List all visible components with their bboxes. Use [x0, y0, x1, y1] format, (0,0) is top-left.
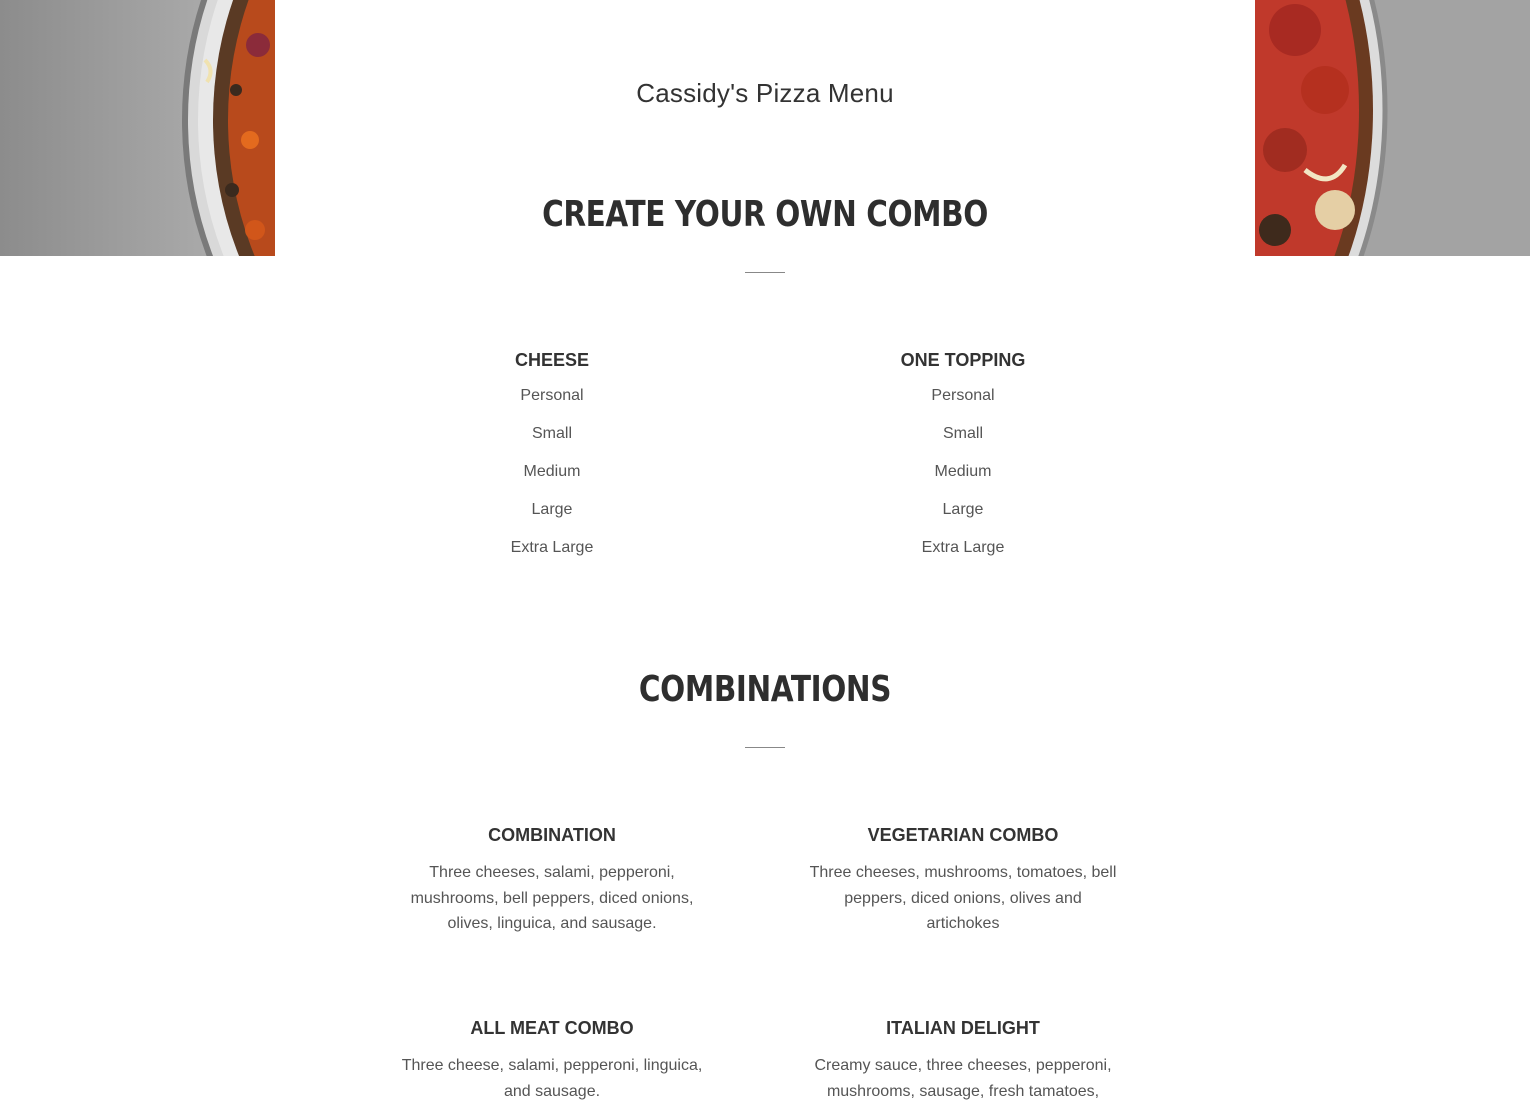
size-option: Medium [523, 463, 581, 480]
section-heading-create-your-own: CREATE YOUR OWN COMBO [542, 194, 988, 235]
site-title[interactable]: Cassidy's Pizza Menu [636, 78, 894, 108]
size-option: Medium [934, 463, 992, 480]
size-option: Small [942, 425, 983, 442]
size-list-cheese [362, 384, 742, 574]
size-option: Large [531, 501, 573, 518]
section-heading-combinations: COMBINATIONS [638, 669, 892, 710]
menu-item-description-italian-delight: Creamy sauce, three cheeses, pepperoni, mushrooms, sausage, fresh tamatoes, [814, 1057, 1112, 1100]
menu-item-description-all-meat-combo: Three cheese, salami, pepperoni, linguica, and sausage. [401, 1057, 703, 1100]
menu-item-title-all-meat-combo: ALL MEAT COMBO [470, 1018, 634, 1038]
size-option: Small [531, 425, 572, 442]
menu-item-description-vegetarian-combo: Three cheeses, mushrooms, tomatoes, bell peppers, diced onions, olives and artichokes [809, 864, 1117, 932]
menu-item-title-vegetarian-combo: VEGETARIAN COMBO [867, 825, 1059, 845]
size-option: Personal [520, 387, 584, 404]
menu-item-title-combination: COMBINATION [488, 825, 616, 845]
size-option: Large [942, 501, 984, 518]
size-option: Extra Large [510, 539, 594, 556]
menu-item-title-italian-delight: ITALIAN DELIGHT [886, 1018, 1040, 1038]
menu-column-title-one-topping: ONE TOPPING [900, 350, 1026, 370]
section-divider [745, 272, 785, 273]
size-list-one-topping [773, 384, 1153, 574]
section-divider [745, 747, 785, 748]
size-option: Extra Large [921, 539, 1005, 556]
menu-column-title-cheese: CHEESE [514, 350, 590, 370]
menu-item-description-combination: Three cheeses, salami, pepperoni, mushrooms, bell peppers, diced onions, olives, linguica, and sausage. [410, 864, 694, 932]
size-option: Personal [931, 387, 995, 404]
